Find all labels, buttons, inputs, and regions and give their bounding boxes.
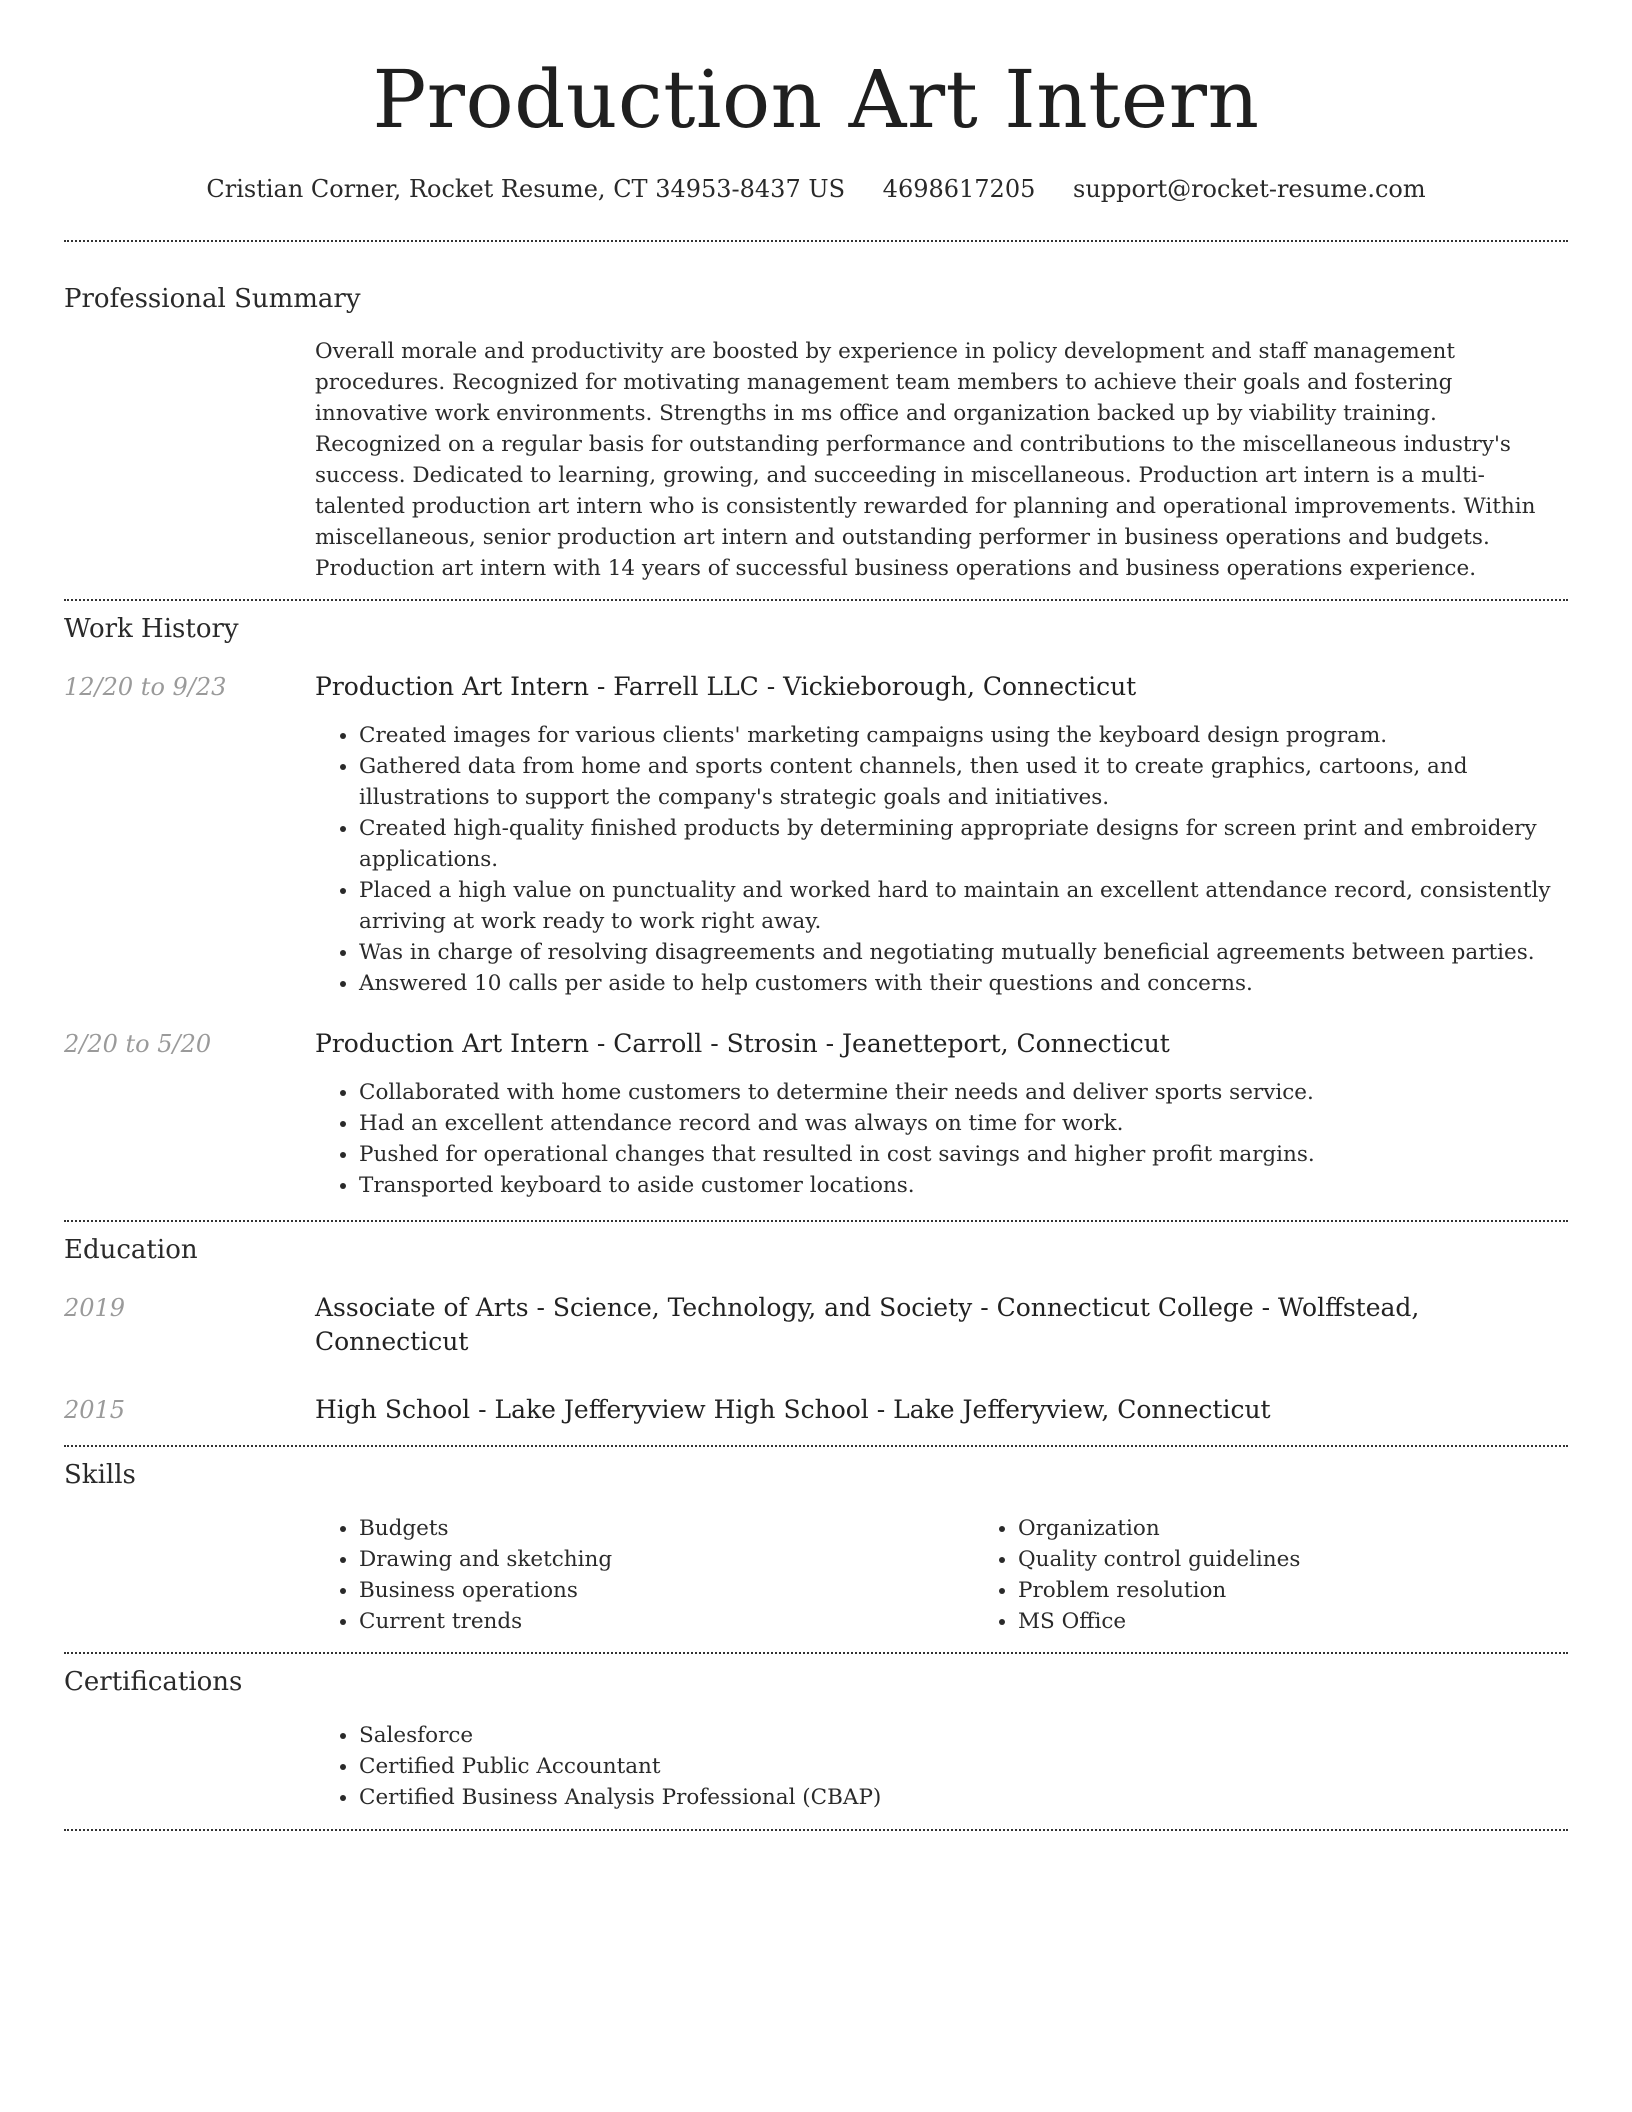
list-item: • Current trends xyxy=(359,1606,974,1637)
list-item: • Budgets xyxy=(359,1513,974,1544)
list-item: • Certified Public Accountant xyxy=(359,1751,1568,1782)
list-item: • Transported keyboard to aside customer locations. xyxy=(359,1170,1568,1201)
contact-phone: 4698617205 xyxy=(882,175,1036,203)
job-heading: Production Art Intern - Carroll - Strosin - Jeanetteport, Connecticut xyxy=(315,1029,1170,1058)
education-entry xyxy=(64,1393,1568,1427)
summary-heading: Professional Summary xyxy=(64,284,361,314)
list-item: • Organization xyxy=(1018,1513,1632,1544)
job-heading: Production Art Intern - Farrell LLC - Vickieborough, Connecticut xyxy=(315,672,1137,701)
list-item: • Certified Business Analysis Professional (CBAP) xyxy=(359,1782,1568,1813)
work-history-heading: Work History xyxy=(64,614,239,644)
list-item: • Salesforce xyxy=(359,1720,1568,1751)
resume-title: Production Art Intern xyxy=(372,53,1260,146)
list-item: • Answered 10 calls per aside to help customers with their questions and concerns. xyxy=(359,968,1568,999)
list-item: • Placed a high value on punctuality and worked hard to maintain an excellent attendance record, consistently arriving at work ready to work right away. xyxy=(359,875,1568,937)
job-dates: 12/20 to 9/23 xyxy=(64,673,227,701)
education-section xyxy=(64,1222,1568,1427)
list-item: • Pushed for operational changes that resulted in cost savings and higher profit margins. xyxy=(359,1139,1568,1170)
certifications-heading: Certifications xyxy=(64,1667,243,1697)
list-item: • Quality control guidelines xyxy=(1018,1544,1632,1575)
skills-heading: Skills xyxy=(64,1460,136,1490)
job-entry xyxy=(64,670,1568,999)
job-dates: 2/20 to 5/20 xyxy=(64,1030,212,1058)
education-heading: Education xyxy=(64,1235,198,1265)
certifications-section xyxy=(64,1654,1568,1813)
skills-list-right xyxy=(974,1513,1632,1637)
job-bullets xyxy=(315,720,1568,999)
job-bullets xyxy=(315,1077,1568,1201)
contact-address: Cristian Corner, Rocket Resume, CT 34953-8437 US xyxy=(206,175,846,203)
summary-text: Overall morale and productivity are boosted by experience in policy development and staff management procedures. Recognized for motivating management team members to achieve their goals and fostering innovative work environments. Strengths in ms office and organization backed up by viability training. Recognized on a regular basis for outstanding performance and contributions to the miscellaneous industry's success. Dedicated to learning, growing, and succeeding in miscellaneous. Production art intern is a multi-talented production art intern who is consistently rewarded for planning and operational improvements. Within miscellaneous, senior production art intern and outstanding performer in business operations and budgets. Production art intern with 14 years of successful business operations and business operations experience. xyxy=(315,339,1536,581)
list-item: • Had an excellent attendance record and was always on time for work. xyxy=(359,1108,1568,1139)
skills-section xyxy=(64,1447,1568,1637)
skills-list-left xyxy=(315,1513,974,1637)
list-item: • Was in charge of resolving disagreements and negotiating mutually beneficial agreements between parties. xyxy=(359,937,1568,968)
certifications-list xyxy=(315,1720,1568,1813)
list-item: • MS Office xyxy=(1018,1606,1632,1637)
education-entry xyxy=(64,1291,1568,1359)
summary-section xyxy=(64,242,1568,584)
list-item: • Business operations xyxy=(359,1575,974,1606)
list-item: • Collaborated with home customers to determine their needs and deliver sports service. xyxy=(359,1077,1568,1108)
list-item: • Created images for various clients' marketing campaigns using the keyboard design program. xyxy=(359,720,1568,751)
contact-line xyxy=(64,172,1568,206)
education-year: 2019 xyxy=(64,1294,126,1322)
education-year: 2015 xyxy=(64,1396,126,1424)
work-history-section xyxy=(64,601,1568,1201)
list-item: • Gathered data from home and sports content channels, then used it to create graphics, cartoons, and illustrations to support the company's strategic goals and initiatives. xyxy=(359,751,1568,813)
list-item: • Drawing and sketching xyxy=(359,1544,974,1575)
resume-page xyxy=(64,0,1568,1831)
list-item: • Created high-quality finished products by determining appropriate designs for screen print and embroidery applications. xyxy=(359,813,1568,875)
section-divider xyxy=(64,1829,1568,1831)
education-heading-text: High School - Lake Jefferyview High School - Lake Jefferyview, Connecticut xyxy=(315,1395,1271,1424)
list-item: • Problem resolution xyxy=(1018,1575,1632,1606)
education-heading-text: Associate of Arts - Science, Technology, and Society - Connecticut College - Wolffstead, Connecticut xyxy=(315,1293,1420,1356)
job-entry xyxy=(64,1027,1568,1201)
contact-email: support@rocket-resume.com xyxy=(1073,175,1426,203)
